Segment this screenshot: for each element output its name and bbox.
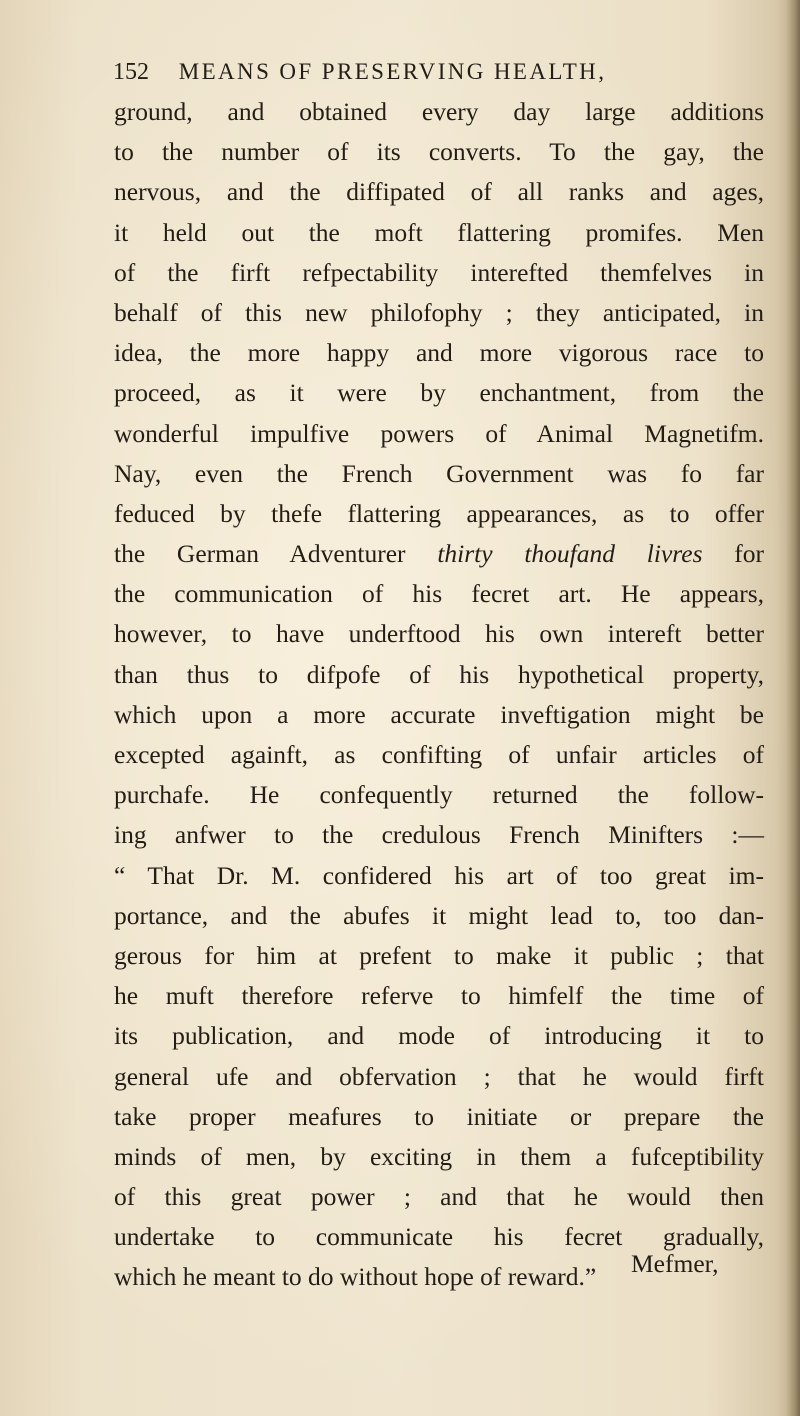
running-header <box>113 52 753 92</box>
text-line: behalf of this new philofophy ; they anticipated, in <box>114 297 764 327</box>
text-line: its publication, and mode of introducing it to <box>114 1021 764 1051</box>
text-line: undertake to communicate his fecret gradually, <box>114 1222 764 1252</box>
text-line: purchafe. He confequently returned the follow- <box>114 780 764 810</box>
body-text <box>114 92 764 1298</box>
text-line: however, to have underftood his own intereft better <box>114 619 764 649</box>
text-line: take proper meafures to initiate or prepare the <box>114 1101 764 1131</box>
italic-phrase: thirty thoufand livres <box>437 539 703 569</box>
text-line: feduced by thefe flattering appearances, as to offer <box>114 498 764 528</box>
text-line: wonderful impulfive powers of Animal Magnetifm. <box>114 418 764 448</box>
text-line: the communication of his fecret art. He appears, <box>114 579 764 609</box>
page-number: 152 <box>113 59 149 85</box>
text-line: he muft therefore referve to himfelf the time of <box>114 981 764 1011</box>
text-line: which upon a more accurate inveftigation might be <box>114 699 764 729</box>
text-line: than thus to difpofe of his hypothetical property, <box>114 659 764 689</box>
text-line: general ufe and obfervation ; that he would firft <box>114 1061 764 1091</box>
text-line: nervous, and the diffipated of all ranks and ages, <box>114 177 764 207</box>
running-title: MEANS OF PRESERVING HEALTH, <box>178 59 607 84</box>
text-line: portance, and the abufes it might lead to, too dan- <box>114 900 764 930</box>
text-line: ing anfwer to the credulous French Minifters :— <box>114 820 764 850</box>
text-line-italic-phrase: the German Adventurer thirty thoufand livres for <box>114 539 765 569</box>
text-line: excepted againft, as confifting of unfair articles of <box>114 740 764 769</box>
text-line: idea, the more happy and more vigorous race to <box>114 338 764 368</box>
text-line: to the number of its converts. To the gay, the <box>114 137 764 167</box>
text-line: of the firft refpectability interefted themfelves in <box>114 257 764 287</box>
text-line: it held out the moft flattering promifes. Men <box>114 217 764 247</box>
text-line: Nay, even the French Government was fo far <box>114 458 764 488</box>
text-line: of this great power ; and that he would then <box>114 1182 764 1212</box>
catchword: Mefmer, <box>631 1249 719 1278</box>
text-line: gerous for him at prefent to make it public ; that <box>114 940 764 970</box>
text-line: ground, and obtained every day large additions <box>114 97 764 126</box>
text-line: minds of men, by exciting in them a fufceptibility <box>114 1141 764 1171</box>
text-line: which he meant to do without hope of reward.” <box>114 1262 597 1292</box>
text-line: “ That Dr. M. confidered his art of too great im- <box>114 860 764 890</box>
page-gutter-shadow <box>786 0 800 1416</box>
text-line: proceed, as it were by enchantment, from the <box>114 378 764 408</box>
